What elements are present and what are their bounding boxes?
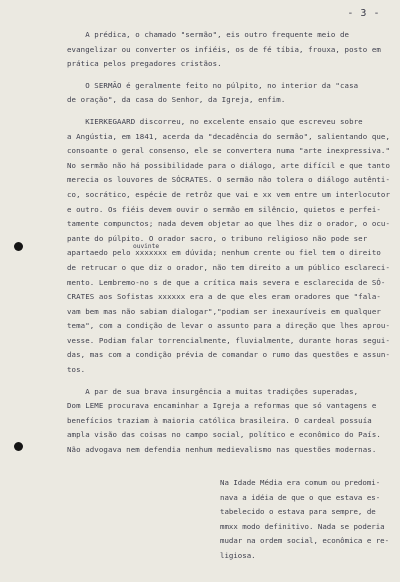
text-line: e outro. Os fiéis devem ouvir o sermão em silêncio, quietos e perfei- — [67, 204, 381, 214]
text-line: merecia os louvores de SÓCRATES. O sermão não tolera o diálogo autênti- — [67, 175, 391, 185]
text-line: tos. — [67, 365, 86, 375]
text-line: a Angústia, em 1841, acerda da "decadência do sermão", salientando que, — [67, 131, 391, 141]
quote-line: Na Idade Média era comum ou predomi- — [220, 478, 381, 487]
text-line: co, socrático, espécie de retrôz que vai e xx vem entre um interlocutor — [67, 189, 391, 199]
text-line: A prédica, o chamado "sermão", eis outro frequente meio de — [67, 30, 350, 39]
quote-line: tabelecido o estava para sempre, de — [220, 507, 376, 517]
text-line: vam bem mas não sabiam dialogar","podiam ser inexauríveis em qualquer — [67, 306, 381, 316]
text-line: pante do púlpito. O orador sacro, o tribuno religioso não pode ser — [67, 233, 368, 243]
page-number: - 3 - — [347, 8, 380, 19]
quote-line: mudar na ordem social, econômica e re- — [220, 536, 390, 546]
text-line: vesse. Podiam falar torrencialmente, fluvialmente, durante horas segui- — [67, 335, 391, 345]
text-line: tamente compunctos; nada devem objetar ao que lhes diz o orador, o ocu- — [67, 219, 391, 229]
text-line: ampla visão das coisas no campo social, político e econômico do País. — [67, 430, 381, 440]
binder-hole-top — [14, 242, 23, 251]
binder-hole-bottom — [14, 442, 23, 451]
text-line: A par de sua brava insurgência a muitas tradições superadas, — [67, 386, 359, 396]
interlinear-note: ouvinte — [133, 243, 160, 250]
text-line: CRATES aos Sofistas xxxxxx era a de que eles eram oradores que "fala- — [67, 292, 381, 302]
text-line: Dom LEME procurava encaminhar a Igreja a reformas que só vantagens e — [67, 401, 377, 411]
block-quote — [220, 476, 390, 564]
text-line: tema", com a condição de levar o assunto para a direção que lhes aprou- — [67, 321, 391, 331]
text-line: consoante o geral consenso, ele se convertera numa "arte inexpressiva." — [67, 146, 391, 156]
text-line: evangelizar ou converter os infiéis, os de fé tíbia, frouxa, posto em — [67, 44, 381, 54]
quote-line: mmxx modo definitivo. Nada se poderia — [220, 521, 385, 531]
text-line: de oração", da casa do Senhor, da Igreja, enfim. — [67, 95, 286, 105]
text-line: benefícios traziam à maioria católica brasileira. O cardeal possuía — [67, 415, 372, 425]
quote-line: ligiosa. — [220, 550, 256, 560]
text-line: de retrucar o que diz o orador, não tem direito a um público esclareci- — [67, 262, 391, 272]
body-text — [67, 28, 389, 458]
text-line: O SERMÃO é geralmente feito no púlpito, no interior da "casa — [67, 80, 359, 90]
text-line: das, mas com a condição prévia de comandar o rumo das questões e assun- — [67, 350, 391, 360]
text-line: prática pelos pregadores cristãos. — [67, 59, 222, 69]
text-line: mento. Lembremo-no s de que a crítica mais severa e esclarecida de SÓ- — [67, 277, 386, 287]
text-line: apartaedo pelo xxxxxxx em dúvida; nenhum crente ou fiel tem o direito — [67, 248, 381, 258]
quote-line: nava a idéia de que o que estava es- — [220, 492, 381, 502]
text-line: KIERKEGAARD discorreu, no excelente ensaio que escreveu sobre — [67, 116, 363, 126]
text-line: No sermão não há possibilidade para o diálogo, arte difícil e que tanto — [67, 160, 391, 170]
text-line: Não advogava nem defendia nenhum medievalismo nas questões modernas. — [67, 445, 377, 455]
